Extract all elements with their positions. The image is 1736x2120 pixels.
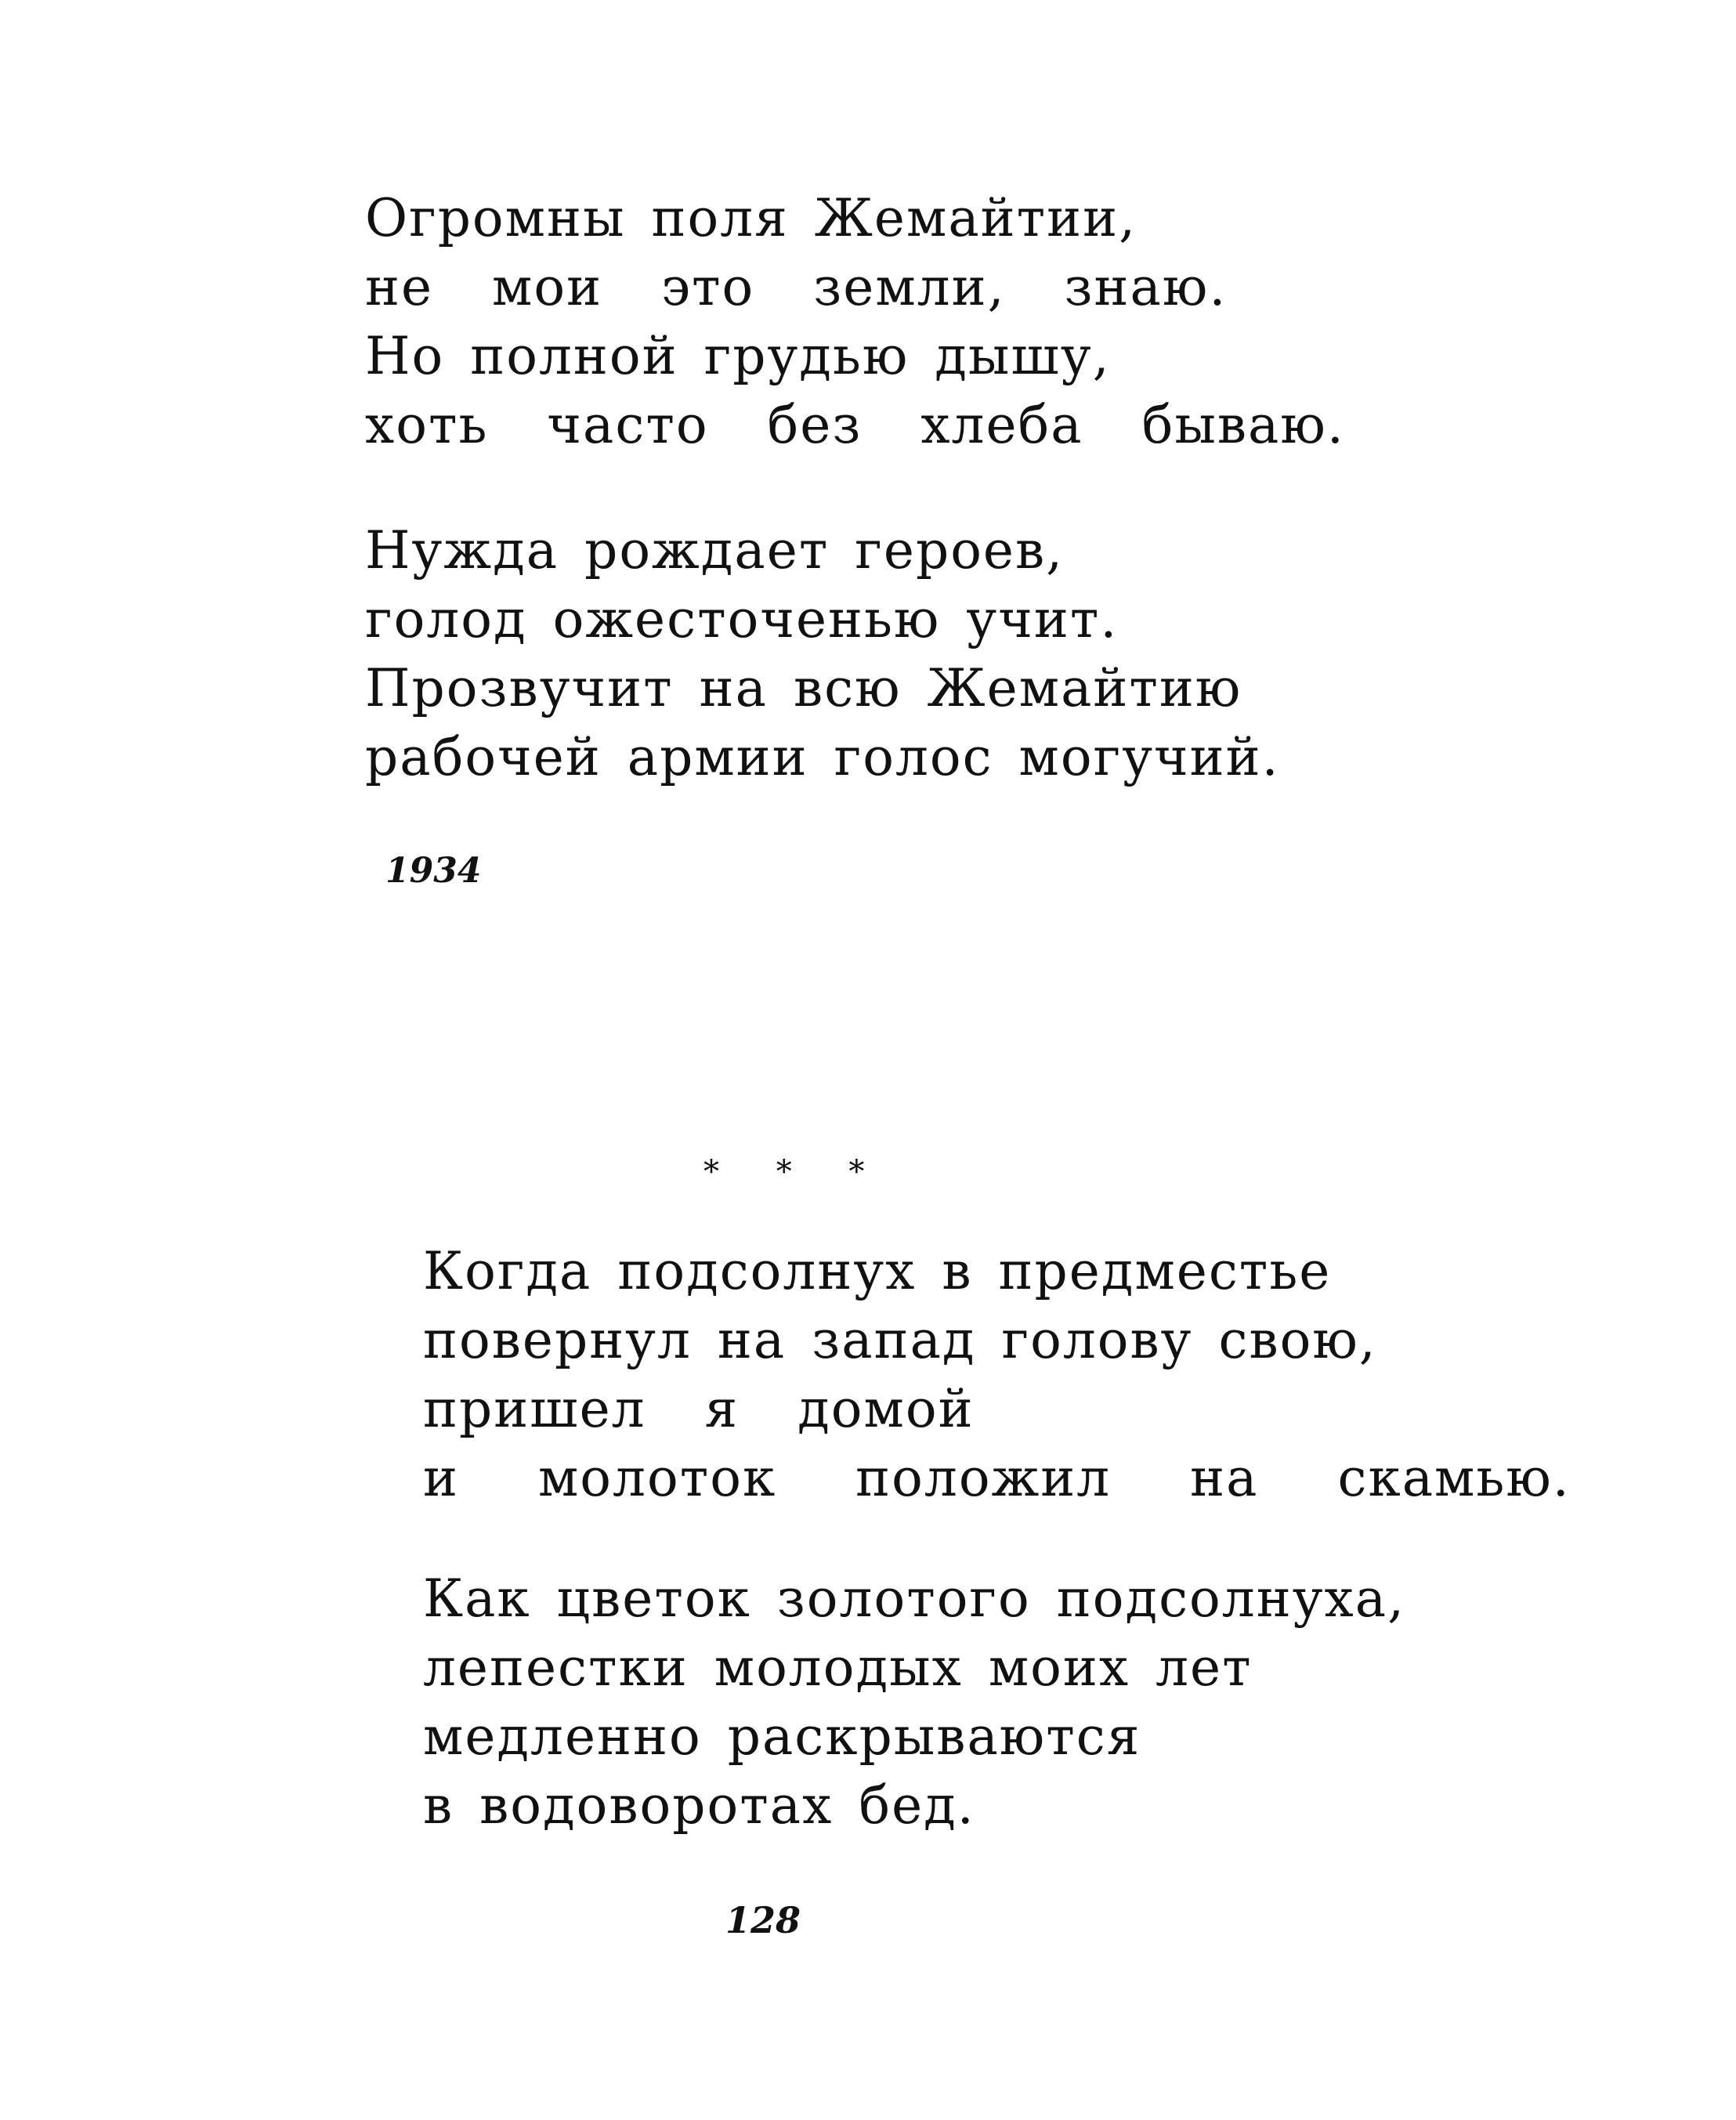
poem-1-stanza-1-line-1: Огромны поля Жемайтии, bbox=[365, 188, 1137, 248]
poem-2-stanza-2-line-1: Как цветок золотого подсолнуха, bbox=[423, 1568, 1406, 1629]
poem-2-stanza-1-line-1: Когда подсолнух в предместье bbox=[423, 1241, 1332, 1301]
poem-1-date: 1934 bbox=[385, 851, 482, 891]
poem-2-stanza-1-line-2: повернул на запад голову свою, bbox=[423, 1310, 1377, 1370]
poem-1-stanza-2-line-2: голод ожесточенью учит. bbox=[365, 589, 1119, 649]
poem-2-stanza-1-line-3: пришел я домой bbox=[423, 1379, 975, 1439]
poem-1-stanza-1-line-3: Но полной грудью дышу, bbox=[365, 326, 1111, 386]
asterism-separator: * * * bbox=[703, 1154, 888, 1190]
poem-1-stanza-2-line-1: Нужда рождает героев, bbox=[365, 520, 1065, 581]
poem-1-stanza-2-line-3: Прозвучит на всю Жемайтию bbox=[365, 658, 1242, 718]
poem-2-stanza-2-line-3: медленно раскрываются bbox=[423, 1706, 1141, 1767]
poem-2-stanza-1-line-4: и молоток положил на скамью. bbox=[423, 1448, 1571, 1508]
poem-1-stanza-1-line-2: не мои это земли, знаю. bbox=[365, 257, 1228, 317]
poem-1-stanza-2-line-4: рабочей армии голос могучий. bbox=[365, 727, 1280, 787]
poem-1-stanza-1-line-4: хоть часто без хлеба бываю. bbox=[365, 395, 1345, 455]
poem-2-stanza-2-line-4: в водоворотах бед. bbox=[423, 1775, 975, 1836]
poem-2-stanza-2-line-2: лепестки молодых моих лет bbox=[423, 1637, 1253, 1698]
page-number: 128 bbox=[725, 1899, 801, 1941]
